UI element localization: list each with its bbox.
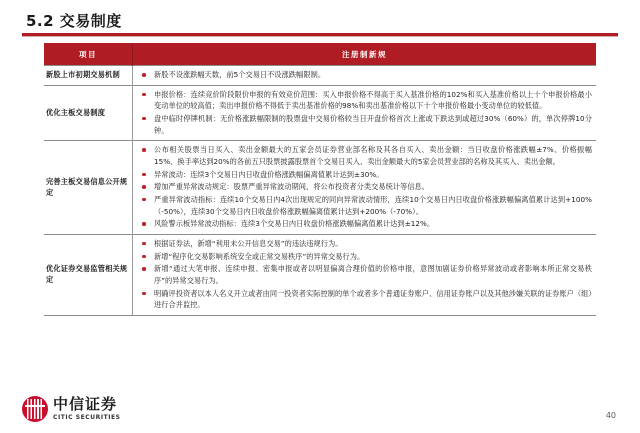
list-item: 申报价格：连续竞价阶段限价申报的有效竞价范围：买入申报价格不得高于买入基准价格的102%和买入基准价格以上十个申报价格最小变动单位的较高值；卖出申报价格不得低于卖出基准价格的98%和卖出基准价格以下十个申报价格最小变动单位的较低值。 bbox=[141, 89, 592, 112]
table-header bbox=[44, 43, 596, 66]
row-content bbox=[133, 234, 597, 315]
row-label: 优化证券交易监管相关规定 bbox=[44, 234, 133, 315]
list-item: 风险警示板异常波动指标：连续3个交易日内日收盘价格涨跌幅偏离值累计达到±12%。 bbox=[141, 218, 592, 230]
table-row bbox=[44, 85, 596, 141]
row-label: 新股上市初期交易机制 bbox=[44, 66, 133, 86]
column-header-content: 注册制新规 bbox=[133, 43, 597, 66]
bullet-list bbox=[141, 238, 592, 311]
table-row bbox=[44, 141, 596, 235]
table-header-row bbox=[44, 43, 596, 66]
table-row bbox=[44, 66, 596, 86]
page-number: 40 bbox=[605, 411, 616, 420]
list-item: 明确评投资者以本人名义开立或者由同一投资者实际控制的单个或者多个普通证券账户、信用证券账户以及其他涉嫌关联的证券账户（组）进行合并监控。 bbox=[141, 288, 592, 311]
list-item: 增加严重异常波动规定：股票严重异常波动期间，将公布投资者分类交易统计等信息。 bbox=[141, 181, 592, 193]
citic-emblem-icon bbox=[22, 396, 48, 422]
title-accent-rule-thin bbox=[22, 36, 618, 37]
table-row bbox=[44, 234, 596, 315]
brand-name-cn: 中信证券 bbox=[53, 395, 118, 414]
list-item: 异常波动：连续3个交易日内日收盘价格涨跌幅偏离值累计达到±30%。 bbox=[141, 169, 592, 181]
bullet-list bbox=[141, 69, 592, 81]
brand-logo-text bbox=[53, 397, 121, 421]
row-content bbox=[133, 85, 597, 141]
column-header-item: 项目 bbox=[44, 43, 133, 66]
page-title: 5.2 交易制度 bbox=[26, 12, 122, 30]
list-item: 盘中临时停牌机制：无价格涨跌幅限制的股票盘中交易价格较当日开盘价格首次上涨或下跌达到或超过30%（60%）的，单次停牌10分钟。 bbox=[141, 113, 592, 136]
list-item: 根据证券法，新增“利用未公开信息交易”的违法违规行为。 bbox=[141, 238, 592, 250]
list-item: 严重异常波动指标：连续10个交易日内4次出现规定的同向异常波动情形，连续10个交易日内日收盘价格涨跌幅偏离值累计达到+100%（-50%），连续30个交易日内日收盘价格涨跌幅偏离值累计达到+200%（-70%）。 bbox=[141, 194, 592, 217]
regulation-comparison-table bbox=[44, 43, 596, 316]
brand-name-en: CITIC SECURITIES bbox=[53, 413, 121, 421]
list-item: 新增“通过大笔申报、连续申报、密集申报或者以明显偏离合理价值的价格申报，意图加剧证券价格异常波动或者影响本所正常交易秩序”的异常交易行为。 bbox=[141, 263, 592, 286]
row-content bbox=[133, 66, 597, 86]
list-item: 新增“程序化交易影响系统安全或正常交易秩序”的异常交易行为。 bbox=[141, 251, 592, 263]
list-item: 公布相关股票当日买入、卖出金额最大的五家会员证券营业部名称及其各自买入、卖出金额：当日收盘价格涨跌幅±7%、价格振幅15%、换手率达到20%的各前五只股票披露股票首个交易日买入、卖出金额最大的5家会员营业部的名称及其买入、卖出金额。 bbox=[141, 144, 592, 167]
table-body bbox=[44, 66, 596, 316]
row-content bbox=[133, 141, 597, 235]
row-label: 优化主板交易制度 bbox=[44, 85, 133, 141]
bullet-list bbox=[141, 144, 592, 230]
bullet-list bbox=[141, 89, 592, 137]
row-label: 完善主板交易信息公开规定 bbox=[44, 141, 133, 235]
list-item: 新股不设涨跌幅天数，前5个交易日不设涨跌幅限制。 bbox=[141, 69, 592, 81]
brand-logo bbox=[22, 396, 121, 422]
